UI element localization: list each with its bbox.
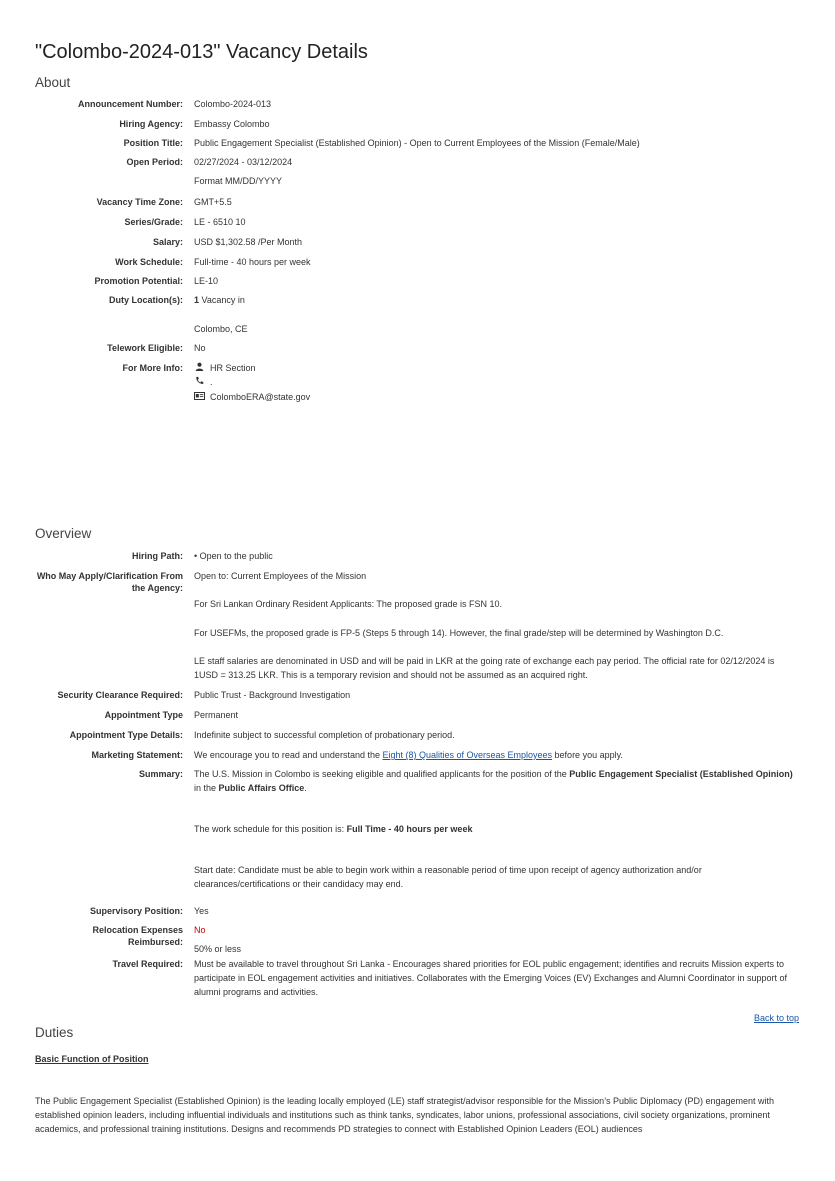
who-p3: LE staff salaries are denominated in USD and will be paid in LKR at the going rate of exchange each pay period. The official rate for 02/12/2024 is 1USD = 313.25 LKR. This is a temporary revision and should not be assumed as an acquired right. [194, 656, 775, 680]
who-may-apply-label: Who May Apply/Clarification From the Agency: [36, 571, 183, 593]
security-value: Public Trust - Background Investigation [194, 690, 351, 700]
announcement-value: Colombo-2024-013 [194, 99, 272, 109]
summary-label: Summary: [138, 769, 183, 779]
marketing-value [194, 749, 623, 761]
summary-mid: in the [194, 783, 219, 793]
work-schedule-line [194, 823, 472, 835]
marketing-label: Marketing Statement: [91, 750, 183, 760]
position-value: Public Engagement Specialist (Established Opinion) - Open to Current Employees of the Mission (Female/Male) [194, 138, 640, 148]
phone-icon [194, 376, 204, 388]
appointment-label: Appointment Type [104, 710, 183, 720]
who-p2: For USEFMs, the proposed grade is FP-5 (Steps 5 through 14). However, the final grade/step will be determined by Washington D.C. [194, 628, 724, 638]
appointment-details-value: Indefinite subject to successful completion of probationary period. [194, 730, 455, 740]
info-label: For More Info: [122, 363, 183, 373]
promotion-value: LE-10 [194, 276, 219, 286]
summary-end: . [304, 783, 307, 793]
telework-value: No [194, 343, 206, 353]
timezone-value: GMT+5.5 [194, 197, 232, 207]
relocation-label: Relocation Expenses Reimbursed: [92, 925, 183, 947]
info-phone-row [194, 376, 213, 388]
basic-function-heading: Basic Function of Position [35, 1054, 149, 1064]
info-name-row [194, 362, 256, 374]
hiring-path-label: Hiring Path: [132, 551, 183, 561]
summary-pre: The U.S. Mission in Colombo is seeking eligible and qualified applicants for the position of the [194, 769, 570, 779]
summary-office-bold: Public Affairs Office [218, 783, 305, 793]
info-phone: . [210, 377, 213, 387]
back-to-top-link[interactable]: Back to top [753, 1013, 799, 1023]
marketing-pre: We encourage you to read and understand the [194, 750, 383, 760]
info-name: HR Section [210, 363, 256, 373]
supervisory-label: Supervisory Position: [89, 906, 183, 916]
start-date-text: Start date: Candidate must be able to begin work within a reasonable period of time upon receipt of agency authorization and/or clearances/certifications or their candidacy may end. [194, 865, 702, 889]
promotion-label: Promotion Potential: [94, 276, 183, 286]
travel-label: Travel Required: [112, 959, 183, 969]
page-title: "Colombo-2024-013" Vacancy Details [35, 41, 368, 63]
duty-city: Colombo, CE [194, 324, 248, 334]
schedule-pre: The work schedule for this position is: [194, 824, 347, 834]
duties-heading: Duties [35, 1025, 74, 1040]
security-label: Security Clearance Required: [57, 690, 183, 700]
schedule-bold: Full Time - 40 hours per week [346, 824, 473, 834]
duties-text: The Public Engagement Specialist (Established Opinion) is the leading locally employed (LE) staff strategist/advisor responsible for the Mission’s Public Diplomacy (PD) engagement with established opinion leaders, including influential individuals and institutions such as think tanks, syndicates, labor unions, professional associations, civil society organizations, prominent academics, and professional training institutions. Designs and recommends PD strategies to connect with Established Opinion Leaders (EOL) audiences [35, 1096, 775, 1134]
series-label: Series/Grade: [124, 217, 183, 227]
who-p1: For Sri Lankan Ordinary Resident Applicants: The proposed grade is FSN 10. [194, 599, 502, 609]
info-email: ColomboERA@state.gov [210, 392, 311, 402]
supervisory-value: Yes [194, 906, 209, 916]
salary-value: USD $1,302.58 /Per Month [194, 237, 303, 247]
appointment-value: Permanent [194, 710, 239, 720]
open-period-value: 02/27/2024 - 03/12/2024 [194, 157, 293, 167]
about-heading: About [35, 75, 71, 90]
summary-position-bold: Public Engagement Specialist (Established Opinion) [569, 769, 793, 779]
telework-label: Telework Eligible: [107, 343, 183, 353]
summary-value [194, 767, 799, 795]
id-card-icon [194, 391, 204, 403]
duty-text: Vacancy in [199, 295, 245, 305]
schedule-label: Work Schedule: [115, 257, 183, 267]
appointment-details-label: Appointment Type Details: [69, 730, 183, 740]
user-icon [194, 362, 204, 374]
duty-count: 1 [194, 295, 200, 305]
timezone-label: Vacancy Time Zone: [96, 197, 183, 207]
agency-label: Hiring Agency: [119, 119, 183, 129]
duty-vacancy [194, 294, 245, 306]
open-period-label: Open Period: [126, 157, 183, 167]
series-value: LE - 6510 10 [194, 217, 246, 227]
relocation-value: No [194, 925, 206, 935]
info-email-row [194, 391, 310, 403]
travel-percent: 50% or less [194, 944, 242, 954]
schedule-value: Full-time - 40 hours per week [194, 257, 311, 267]
marketing-post: before you apply. [552, 750, 623, 760]
travel-description: Must be available to travel throughout Sri Lanka - Encourages shared priorities for EOL public engagement; identifies and recruits Mission experts to participate in EOL engagement activities and initiatives. Collaborates with the Emerging Voices (EV) Exchanges and Alumni Coordinator in support of alumni programs and activities. [194, 959, 787, 997]
duty-label: Duty Location(s): [109, 295, 183, 305]
date-format-note: Format MM/DD/YYYY [194, 176, 283, 186]
who-may-apply-value: Open to: Current Employees of the Mission [194, 571, 367, 581]
eight-qualities-link[interactable]: Eight (8) Qualities of Overseas Employees [382, 750, 553, 760]
salary-label: Salary: [152, 237, 183, 247]
position-label: Position Title: [123, 138, 183, 148]
agency-value: Embassy Colombo [194, 119, 270, 129]
hiring-path-value: • Open to the public [194, 551, 273, 561]
overview-heading: Overview [35, 526, 92, 541]
announcement-label: Announcement Number: [77, 99, 183, 109]
